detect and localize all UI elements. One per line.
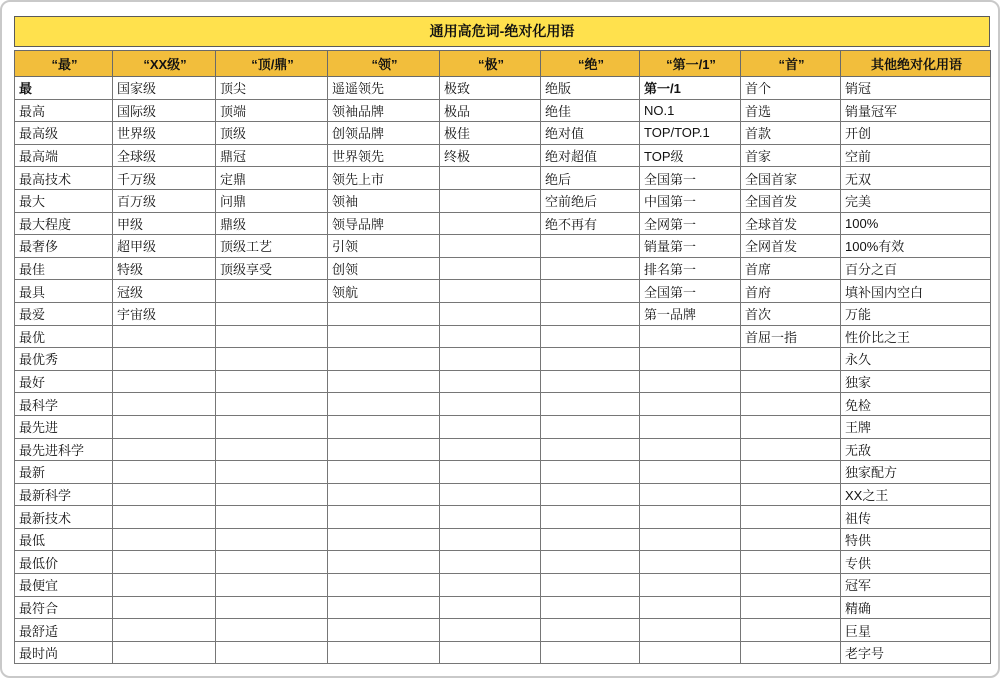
table-cell	[541, 348, 640, 371]
table-cell: 国家级	[113, 77, 216, 100]
table-row	[15, 393, 991, 416]
table-cell: 极致	[440, 77, 541, 100]
table-cell	[541, 235, 640, 258]
table-cell	[640, 393, 741, 416]
table-cell: 精确	[841, 596, 991, 619]
table-cell	[640, 551, 741, 574]
table-cell	[541, 415, 640, 438]
table-cell: 最大程度	[15, 212, 113, 235]
table-cell	[541, 302, 640, 325]
table-cell	[113, 393, 216, 416]
table-cell: 最优	[15, 325, 113, 348]
column-header-0: “最”	[15, 51, 113, 77]
table-row	[15, 189, 991, 212]
table-cell: 最舒适	[15, 619, 113, 642]
table-cell	[216, 483, 328, 506]
table-cell	[216, 461, 328, 484]
table-cell	[640, 325, 741, 348]
table-cell	[440, 551, 541, 574]
table-cell	[440, 212, 541, 235]
table-cell: 冠级	[113, 280, 216, 303]
table-row	[15, 551, 991, 574]
table-cell	[216, 348, 328, 371]
table-cell	[328, 393, 440, 416]
table-cell: 老字号	[841, 641, 991, 664]
table-cell	[328, 348, 440, 371]
column-header-1: “XX级”	[113, 51, 216, 77]
table-cell	[640, 574, 741, 597]
table-cell	[741, 483, 841, 506]
table-cell	[440, 641, 541, 664]
table-cell	[640, 528, 741, 551]
column-header-5: “绝”	[541, 51, 640, 77]
table-cell: 独家配方	[841, 461, 991, 484]
table-cell: 最佳	[15, 257, 113, 280]
table-cell: 最低价	[15, 551, 113, 574]
table-cell: 全球级	[113, 144, 216, 167]
table-cell	[328, 415, 440, 438]
table-cell: 首款	[741, 122, 841, 145]
table-cell: 终极	[440, 144, 541, 167]
table-cell: 绝对超值	[541, 144, 640, 167]
table-cell	[541, 528, 640, 551]
table-cell: 全网首发	[741, 235, 841, 258]
table-row	[15, 528, 991, 551]
table-cell	[541, 483, 640, 506]
table-cell: 全国第一	[640, 280, 741, 303]
table-cell	[328, 506, 440, 529]
table-cell: 最高	[15, 99, 113, 122]
table-cell: 王牌	[841, 415, 991, 438]
table-cell: NO.1	[640, 99, 741, 122]
table-cell	[440, 483, 541, 506]
table-cell: 极佳	[440, 122, 541, 145]
column-header-6: “第一/1”	[640, 51, 741, 77]
table-title: 通用高危词-绝对化用语	[14, 16, 990, 47]
table-cell: 最科学	[15, 393, 113, 416]
table-cell: 绝佳	[541, 99, 640, 122]
table-cell	[328, 641, 440, 664]
table-cell: 最具	[15, 280, 113, 303]
table-cell: 领袖	[328, 189, 440, 212]
table-cell	[541, 325, 640, 348]
table-cell: 祖传	[841, 506, 991, 529]
table-row	[15, 167, 991, 190]
table-cell	[440, 280, 541, 303]
table-cell	[741, 641, 841, 664]
table-cell	[113, 325, 216, 348]
table-cell: 百万级	[113, 189, 216, 212]
table-cell: TOP级	[640, 144, 741, 167]
table-cell: 首家	[741, 144, 841, 167]
table-cell: 顶端	[216, 99, 328, 122]
column-header-7: “首”	[741, 51, 841, 77]
risk-words-table	[14, 50, 991, 664]
table-cell: 特供	[841, 528, 991, 551]
table-row	[15, 370, 991, 393]
table-cell	[541, 506, 640, 529]
table-row	[15, 144, 991, 167]
table-cell	[216, 302, 328, 325]
table-cell: 最大	[15, 189, 113, 212]
table-row	[15, 483, 991, 506]
table-cell	[328, 619, 440, 642]
table-cell: 填补国内空白	[841, 280, 991, 303]
table-cell	[440, 257, 541, 280]
table-cell: 万能	[841, 302, 991, 325]
table-cell: 最先进科学	[15, 438, 113, 461]
table-cell: 销量第一	[640, 235, 741, 258]
table-cell: 专供	[841, 551, 991, 574]
table-cell: 极品	[440, 99, 541, 122]
table-cell: 空前	[841, 144, 991, 167]
table-cell: 领袖品牌	[328, 99, 440, 122]
table-cell: 创领品牌	[328, 122, 440, 145]
table-cell	[640, 506, 741, 529]
table-row	[15, 302, 991, 325]
table-cell	[640, 641, 741, 664]
table-cell: 最奢侈	[15, 235, 113, 258]
table-cell: 全网第一	[640, 212, 741, 235]
table-cell	[328, 551, 440, 574]
table-cell	[440, 596, 541, 619]
table-cell	[741, 596, 841, 619]
table-cell	[113, 438, 216, 461]
table-row	[15, 77, 991, 100]
table-cell	[541, 551, 640, 574]
table-cell	[541, 641, 640, 664]
table-cell	[328, 370, 440, 393]
table-cell	[328, 483, 440, 506]
table-cell: 最高技术	[15, 167, 113, 190]
table-cell: 最新	[15, 461, 113, 484]
table-cell: 第一/1	[640, 77, 741, 100]
table-cell: 永久	[841, 348, 991, 371]
table-cell: 最先进	[15, 415, 113, 438]
table-row	[15, 596, 991, 619]
table-cell	[640, 619, 741, 642]
table-cell	[216, 415, 328, 438]
table-cell: 鼎级	[216, 212, 328, 235]
table-cell: 性价比之王	[841, 325, 991, 348]
table-cell	[440, 167, 541, 190]
table-cell	[440, 461, 541, 484]
table-cell	[328, 461, 440, 484]
table-cell	[440, 370, 541, 393]
table-cell: 无敌	[841, 438, 991, 461]
table-cell: XX之王	[841, 483, 991, 506]
table-cell	[541, 370, 640, 393]
risk-words-sheet	[14, 16, 990, 664]
table-cell	[113, 348, 216, 371]
table-cell	[741, 370, 841, 393]
table-cell: 顶级享受	[216, 257, 328, 280]
table-cell: 首选	[741, 99, 841, 122]
table-row	[15, 257, 991, 280]
table-row	[15, 461, 991, 484]
table-cell	[640, 596, 741, 619]
table-cell: 完美	[841, 189, 991, 212]
table-row	[15, 619, 991, 642]
table-cell	[541, 596, 640, 619]
table-cell: 绝对值	[541, 122, 640, 145]
table-cell: 最爱	[15, 302, 113, 325]
table-cell	[440, 619, 541, 642]
table-cell	[640, 461, 741, 484]
table-cell	[216, 574, 328, 597]
table-cell	[216, 551, 328, 574]
table-row	[15, 122, 991, 145]
table-cell: 首次	[741, 302, 841, 325]
table-cell: 空前绝后	[541, 189, 640, 212]
table-row	[15, 235, 991, 258]
table-cell	[741, 461, 841, 484]
table-cell: 首府	[741, 280, 841, 303]
table-cell	[741, 393, 841, 416]
table-cell: 销量冠军	[841, 99, 991, 122]
table-cell	[640, 370, 741, 393]
table-cell: 甲级	[113, 212, 216, 235]
table-cell	[741, 506, 841, 529]
table-cell	[216, 641, 328, 664]
table-cell	[541, 257, 640, 280]
table-cell: 第一品牌	[640, 302, 741, 325]
table-cell	[113, 370, 216, 393]
table-cell	[640, 438, 741, 461]
table-cell	[216, 528, 328, 551]
table-cell: 绝版	[541, 77, 640, 100]
table-cell	[216, 393, 328, 416]
table-cell: 国际级	[113, 99, 216, 122]
table-cell	[328, 596, 440, 619]
table-row	[15, 641, 991, 664]
table-cell: 超甲级	[113, 235, 216, 258]
table-cell: 最新技术	[15, 506, 113, 529]
table-cell: 顶级工艺	[216, 235, 328, 258]
column-header-8: 其他绝对化用语	[841, 51, 991, 77]
table-cell: 顶级	[216, 122, 328, 145]
table-cell: 宇宙级	[113, 302, 216, 325]
table-cell: 最高端	[15, 144, 113, 167]
table-cell: 独家	[841, 370, 991, 393]
table-cell: 免检	[841, 393, 991, 416]
table-cell: 遥遥领先	[328, 77, 440, 100]
table-cell	[440, 415, 541, 438]
table-cell: 百分之百	[841, 257, 991, 280]
table-cell: 100%	[841, 212, 991, 235]
table-cell	[440, 348, 541, 371]
table-cell: 中国第一	[640, 189, 741, 212]
table-cell: 全球首发	[741, 212, 841, 235]
table-cell: 特级	[113, 257, 216, 280]
column-header-2: “顶/鼎”	[216, 51, 328, 77]
table-cell: 最符合	[15, 596, 113, 619]
table-cell: 最高级	[15, 122, 113, 145]
table-cell	[541, 619, 640, 642]
table-row	[15, 99, 991, 122]
table-cell	[741, 348, 841, 371]
column-header-4: “极”	[440, 51, 541, 77]
table-cell: 领导品牌	[328, 212, 440, 235]
table-row	[15, 212, 991, 235]
table-cell	[741, 528, 841, 551]
table-cell	[440, 393, 541, 416]
table-cell: 排名第一	[640, 257, 741, 280]
table-cell: 世界级	[113, 122, 216, 145]
table-cell	[113, 619, 216, 642]
table-cell: 全国首家	[741, 167, 841, 190]
table-cell	[440, 506, 541, 529]
table-cell	[216, 619, 328, 642]
table-cell: 最低	[15, 528, 113, 551]
table-cell	[440, 574, 541, 597]
table-cell: 全国首发	[741, 189, 841, 212]
table-cell	[216, 280, 328, 303]
table-cell	[440, 325, 541, 348]
table-cell: 千万级	[113, 167, 216, 190]
table-cell: 领先上市	[328, 167, 440, 190]
table-cell: 鼎冠	[216, 144, 328, 167]
table-cell: 最便宜	[15, 574, 113, 597]
table-cell	[741, 574, 841, 597]
table-cell	[440, 438, 541, 461]
table-cell	[440, 235, 541, 258]
table-cell: 最优秀	[15, 348, 113, 371]
table-cell	[113, 483, 216, 506]
table-cell	[216, 506, 328, 529]
table-cell: 最新科学	[15, 483, 113, 506]
table-cell: 全国第一	[640, 167, 741, 190]
table-cell: 100%有效	[841, 235, 991, 258]
table-cell: 巨星	[841, 619, 991, 642]
table-cell: 最好	[15, 370, 113, 393]
table-cell	[541, 574, 640, 597]
table-cell	[541, 438, 640, 461]
table-cell	[328, 574, 440, 597]
table-cell	[440, 189, 541, 212]
table-cell: 引领	[328, 235, 440, 258]
table-row	[15, 415, 991, 438]
table-cell	[113, 641, 216, 664]
table-cell: 创领	[328, 257, 440, 280]
table-cell	[113, 506, 216, 529]
table-cell	[216, 370, 328, 393]
table-cell: 首屈一指	[741, 325, 841, 348]
table-cell	[328, 302, 440, 325]
table-cell	[541, 461, 640, 484]
table-cell	[640, 483, 741, 506]
table-cell: 最	[15, 77, 113, 100]
table-cell	[216, 596, 328, 619]
table-cell	[328, 325, 440, 348]
table-cell	[741, 415, 841, 438]
table-cell	[216, 438, 328, 461]
table-cell	[113, 574, 216, 597]
table-cell	[640, 415, 741, 438]
table-cell	[328, 528, 440, 551]
table-row	[15, 506, 991, 529]
table-cell: 绝后	[541, 167, 640, 190]
table-cell: 无双	[841, 167, 991, 190]
table-cell: 顶尖	[216, 77, 328, 100]
table-row	[15, 280, 991, 303]
table-cell	[440, 528, 541, 551]
column-header-3: “领”	[328, 51, 440, 77]
table-cell	[328, 438, 440, 461]
table-cell: 问鼎	[216, 189, 328, 212]
table-cell	[541, 280, 640, 303]
table-cell: 开创	[841, 122, 991, 145]
table-row	[15, 574, 991, 597]
table-cell: 销冠	[841, 77, 991, 100]
table-cell: TOP/TOP.1	[640, 122, 741, 145]
table-cell	[113, 551, 216, 574]
table-cell	[113, 461, 216, 484]
table-cell	[741, 619, 841, 642]
table-cell: 冠军	[841, 574, 991, 597]
table-cell	[741, 551, 841, 574]
table-row	[15, 325, 991, 348]
table-cell	[741, 438, 841, 461]
table-cell: 首个	[741, 77, 841, 100]
table-cell: 领航	[328, 280, 440, 303]
table-cell	[113, 596, 216, 619]
table-cell	[640, 348, 741, 371]
table-cell	[216, 325, 328, 348]
table-cell	[541, 393, 640, 416]
table-cell	[113, 528, 216, 551]
table-row	[15, 348, 991, 371]
table-cell: 世界领先	[328, 144, 440, 167]
table-cell	[440, 302, 541, 325]
table-cell: 定鼎	[216, 167, 328, 190]
table-cell: 首席	[741, 257, 841, 280]
header-row	[15, 51, 991, 77]
table-cell: 最时尚	[15, 641, 113, 664]
table-cell: 绝不再有	[541, 212, 640, 235]
table-cell	[113, 415, 216, 438]
table-row	[15, 438, 991, 461]
